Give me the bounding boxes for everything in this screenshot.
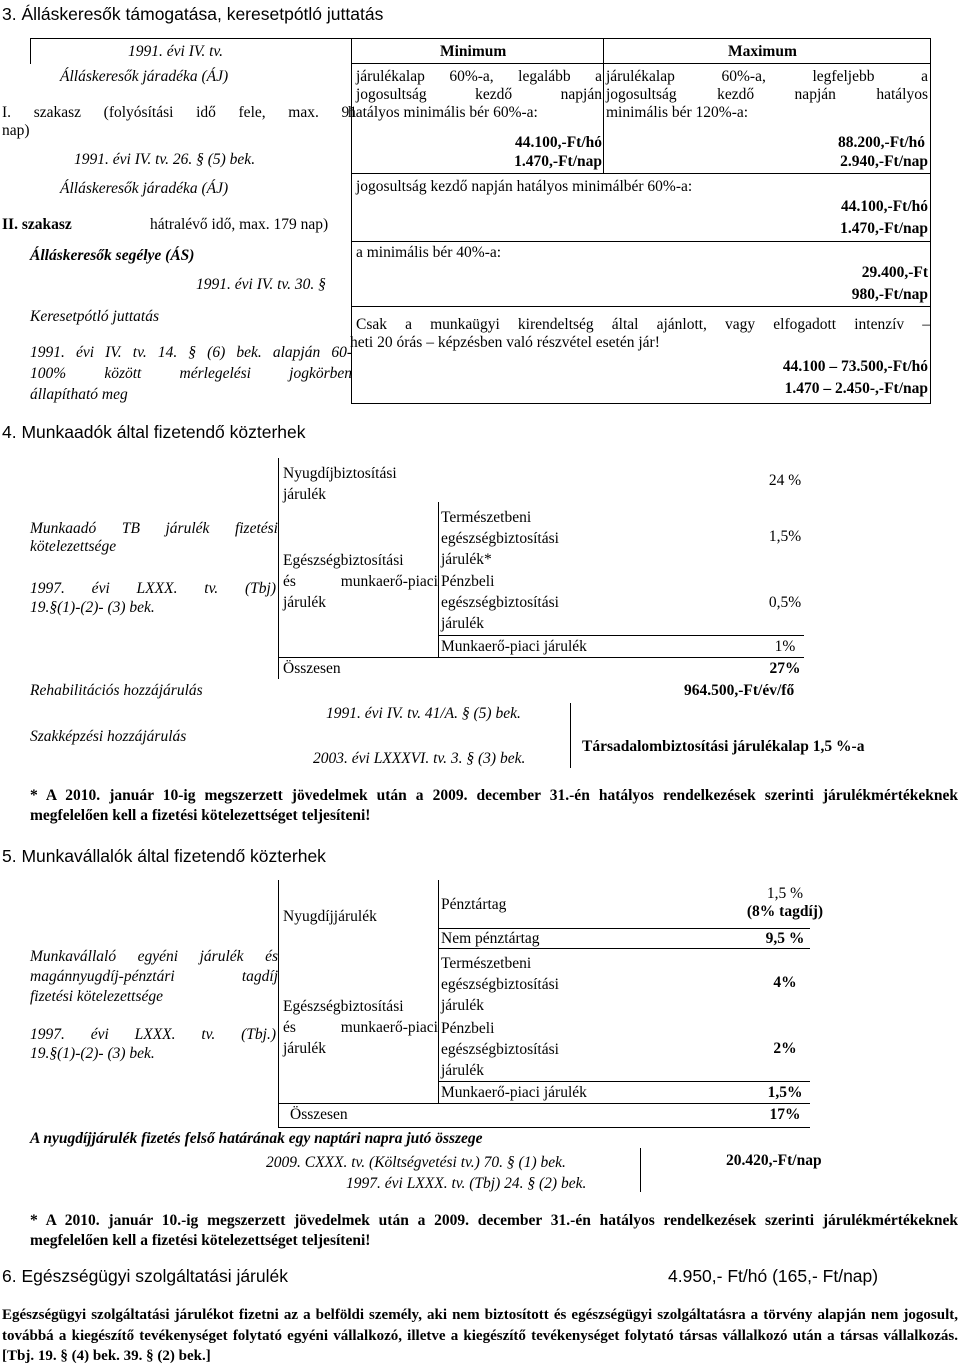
s4-osszesen-pct: 27% xyxy=(769,660,801,677)
s4-termeszetbeni-pct: 1,5% xyxy=(768,528,802,545)
s5-penztar-pct-l2: (8% tagdíj) xyxy=(746,903,824,920)
section-6-value: 4.950,- Ft/hó (165,- Ft/nap) xyxy=(668,1266,879,1286)
s5-osszesen: Összesen xyxy=(290,1106,348,1123)
s6-text: Egészségügyi szolgáltatási járulékot fizetni az a belföldi személy, aki nem biztosított és egészségügyi szolgáltatásra a törvény alapján nem jogosult, továbbá a kiegészítő tevékenységet folytató egyéni vállalkozó, illetve a kiegészítő tevékenységet folytató társas vállalkozó után a társas vállalkozás. [Tbj. 19. § (4) bek. 39. § (2) bek.] xyxy=(2,1307,958,1364)
s4-szakkepzesi-val: Társadalombiztosítási járulékalap 1,5 %-a xyxy=(582,738,865,755)
s4-egeszseg-l1: Egészségbiztosítási xyxy=(283,552,404,569)
s5-felso-law xyxy=(266,1152,638,1194)
s4-penzbeli-l2: egészségbiztosítási xyxy=(441,594,559,611)
s5-osszesen-pct: 17% xyxy=(769,1106,801,1123)
s4-note: * A 2010. január 10-ig megszerzett jövedelmek után a 2009. december 31.-én hatályos rendelkezések szerinti járulékmértékeknek megfelelően kell a fizetési kötelezettséget teljesíteni! xyxy=(30,787,958,824)
s4-nyugdij xyxy=(283,463,397,505)
s5-egeszseg-l3: járulék xyxy=(283,1040,327,1057)
kpj-law xyxy=(30,342,352,405)
s5-penztar-pct-l1: 1,5 % xyxy=(766,885,804,902)
aj1-desc-l1: I. szakasz (folyósítási idő fele, max. 91 xyxy=(2,104,357,121)
aj1-max-day: 2.940,-Ft/nap xyxy=(840,153,928,170)
s5-termeszetbeni-l1: Természetbeni xyxy=(441,955,532,972)
s4-osszesen: Összesen xyxy=(283,660,341,677)
kpj-text-l2: heti 20 órás – képzésben való részvétel esetén jár! xyxy=(350,334,660,351)
s4-left-law-l1: 1997. évi LXXX. tv. (Tbj) xyxy=(30,580,276,597)
table-3-min-header: Minimum xyxy=(440,43,507,60)
s4-szakkepzesi-law: 2003. évi LXXXVI. tv. 3. § (3) bek. xyxy=(313,750,526,767)
aj2-text: jogosultság kezdő napján hatályos minimálbér 60%-a: xyxy=(356,178,693,195)
s4-termeszetbeni-l2: egészségbiztosítási xyxy=(441,530,559,547)
s4-left-title-l2: kötelezettsége xyxy=(30,538,117,555)
s5-termeszetbeni-l3: járulék xyxy=(441,997,485,1014)
aj1-min-l2: jogosultság kezdő napján xyxy=(356,86,602,103)
s4-munkaeropiaci: Munkaerő-piaci járulék xyxy=(441,638,587,655)
table-3-max-header: Maximum xyxy=(728,43,797,60)
s5-egeszseg xyxy=(283,996,438,1059)
kpj-law-l3: állapítható meg xyxy=(30,386,128,403)
as-month: 29.400,-Ft xyxy=(861,264,928,281)
aj1-max-l3: minimális bér 120%-a: xyxy=(606,104,749,121)
s5-egeszseg-l1: Egészségbiztosítási xyxy=(283,998,404,1015)
s4-rehab-law: 1991. évi IV. tv. 41/A. § (5) bek. xyxy=(326,705,521,722)
s4-penzbeli-l3: járulék xyxy=(441,615,485,632)
s4-termeszetbeni xyxy=(441,507,559,570)
as-title: Álláskeresők segélye (ÁS) xyxy=(30,247,195,264)
s4-left-title-l1: Munkaadó TB járulék fizetési xyxy=(30,520,278,537)
as-day: 980,-Ft/nap xyxy=(851,286,928,303)
s5-left-law-l2: 19.§(1)-(2)- (3) bek. xyxy=(30,1045,155,1062)
table-3-law-header: 1991. évi IV. tv. xyxy=(128,43,223,60)
s5-penzbeli-pct: 2% xyxy=(773,1040,797,1057)
kpj-law-l2: 100% között mérlegelési jogkörben xyxy=(30,365,352,382)
s4-penzbeli-pct: 0,5% xyxy=(768,594,802,611)
s5-left-title-l2: magánnyugdíj-pénztári tagdíj xyxy=(30,968,278,985)
s5-termeszetbeni-pct: 4% xyxy=(773,974,797,991)
s4-termeszetbeni-l1: Természetbeni xyxy=(441,509,532,526)
s5-penztar-pct xyxy=(730,885,840,921)
aj1-title: Álláskeresők járadéka (ÁJ) xyxy=(60,68,229,85)
aj1-max-l1: járulékalap 60%-a, legfeljebb a xyxy=(606,68,928,85)
aj1-desc xyxy=(2,104,357,140)
s5-termeszetbeni xyxy=(441,953,559,1016)
s5-felso-val: 20.420,-Ft/nap xyxy=(726,1152,822,1169)
s5-penzbeli-l2: egészségbiztosítási xyxy=(441,1041,559,1058)
aj1-max-month: 88.200,-Ft/hó xyxy=(838,134,925,151)
section-3-heading: 3. Álláskeresők támogatása, keresetpótló juttatás xyxy=(2,4,384,24)
s5-nyugdij: Nyugdíjjárulék xyxy=(283,908,377,925)
aj2-month: 44.100,-Ft/hó xyxy=(841,198,928,215)
s4-nyugdij-l1: Nyugdíjbiztosítási xyxy=(283,465,397,482)
kpj-month: 44.100 – 73.500,-Ft/hó xyxy=(782,358,928,375)
kpj-day: 1.470 – 2.450-,-Ft/nap xyxy=(784,380,928,397)
section-4-heading: 4. Munkaadók által fizetendő közterhek xyxy=(2,422,306,442)
aj1-min-l3: hatályos minimális bér 60%-a: xyxy=(348,104,538,121)
s4-szakkepzesi: Szakképzési hozzájárulás xyxy=(30,728,187,745)
aj1-min-l1: járulékalap 60%-a, legalább a xyxy=(356,68,602,85)
s5-nem-penztar: Nem pénztártag xyxy=(441,930,540,947)
s5-nem-penztar-pct: 9,5 % xyxy=(765,930,805,947)
aj2-desc-b: hátralévő idő, max. 179 nap) xyxy=(150,216,329,233)
s5-penzbeli-l1: Pénzbeli xyxy=(441,1020,495,1037)
s4-nyugdij-pct: 24 % xyxy=(768,472,802,489)
s5-felso-law-l1: 2009. CXXX. tv. (Költségvetési tv.) 70. § (1) bek. xyxy=(266,1154,566,1171)
s4-penzbeli-l1: Pénzbeli xyxy=(441,573,495,590)
s5-penzbeli xyxy=(441,1018,559,1081)
aj1-desc-l2: nap) xyxy=(2,122,30,139)
s4-termeszetbeni-l3: járulék* xyxy=(441,551,492,568)
kpj-text xyxy=(350,316,930,352)
s5-left-title-l1: Munkavállaló egyéni járulék és xyxy=(30,948,278,965)
s4-left-law xyxy=(30,579,276,617)
kpj-title: Keresetpótló juttatás xyxy=(30,308,160,325)
aj1-min-text xyxy=(348,68,602,122)
s4-egeszseg xyxy=(283,550,438,613)
s5-left-title xyxy=(30,947,278,1007)
as-law: 1991. évi IV. tv. 30. § xyxy=(196,276,326,293)
s4-egeszseg-l3: járulék xyxy=(283,594,327,611)
s5-munkaeropiaci: Munkaerő-piaci járulék xyxy=(441,1084,587,1101)
s4-left-title xyxy=(30,520,278,556)
aj1-max-text xyxy=(606,68,928,122)
s5-penztar: Pénztártag xyxy=(441,896,507,913)
aj1-law: 1991. évi IV. tv. 26. § (5) bek. xyxy=(74,151,256,168)
s5-felso: A nyugdíjjárulék fizetés felső határának egy naptári napra jutó összege xyxy=(30,1130,483,1147)
s5-felso-law-l2: 1997. évi LXXX. tv. (Tbj) 24. § (2) bek. xyxy=(346,1175,587,1192)
s4-munkaeropiaci-pct: 1% xyxy=(774,638,796,655)
aj1-max-l2: jogosultság kezdő napján hatályos xyxy=(606,86,928,103)
aj2-day: 1.470,-Ft/nap xyxy=(840,220,928,237)
s4-rehab: Rehabilitációs hozzájárulás xyxy=(30,682,203,699)
kpj-text-l1: Csak a munkaügyi kirendeltség által ajánlott, vagy elfogadott intenzív – xyxy=(356,316,930,333)
s5-penzbeli-l3: járulék xyxy=(441,1062,485,1079)
s5-note: * A 2010. január 10.-ig megszerzett jövedelmek után a 2009. december 31.-én hatályos rendelkezések szerinti járulékmértékeknek megfelelően kell a fizetési kötelezettséget teljesíteni! xyxy=(30,1212,958,1249)
aj1-min-day: 1.470,-Ft/nap xyxy=(514,153,602,170)
s4-egeszseg-l2: és munkaerő-piaci xyxy=(283,573,438,590)
section-6-heading: 6. Egészségügyi szolgáltatási járulék xyxy=(2,1266,288,1286)
s4-nyugdij-l2: járulék xyxy=(283,486,327,503)
s5-left-title-l3: fizetési kötelezettsége xyxy=(30,988,163,1005)
aj2-desc-a: II. szakasz xyxy=(2,216,72,233)
s5-egeszseg-l2: és munkaerő-piaci xyxy=(283,1019,438,1036)
s5-left-law-l1: 1997. évi LXXX. tv. (Tbj.) xyxy=(30,1026,276,1043)
s5-left-law xyxy=(30,1025,276,1063)
s5-termeszetbeni-l2: egészségbiztosítási xyxy=(441,976,559,993)
s4-left-law-l2: 19.§(1)-(2)- (3) bek. xyxy=(30,599,155,616)
section-5-heading: 5. Munkavállalók által fizetendő közterhek xyxy=(2,846,326,866)
s5-munkaeropiaci-pct: 1,5% xyxy=(767,1084,803,1101)
aj1-min-month: 44.100,-Ft/hó xyxy=(515,134,602,151)
s4-penzbeli xyxy=(441,571,559,634)
s4-rehab-val: 964.500,-Ft/év/fő xyxy=(684,682,795,699)
kpj-law-l1: 1991. évi IV. tv. 14. § (6) bek. alapján 60- xyxy=(30,344,352,361)
as-text: a minimális bér 40%-a: xyxy=(356,244,502,261)
aj2-title: Álláskeresők járadéka (ÁJ) xyxy=(60,180,229,197)
